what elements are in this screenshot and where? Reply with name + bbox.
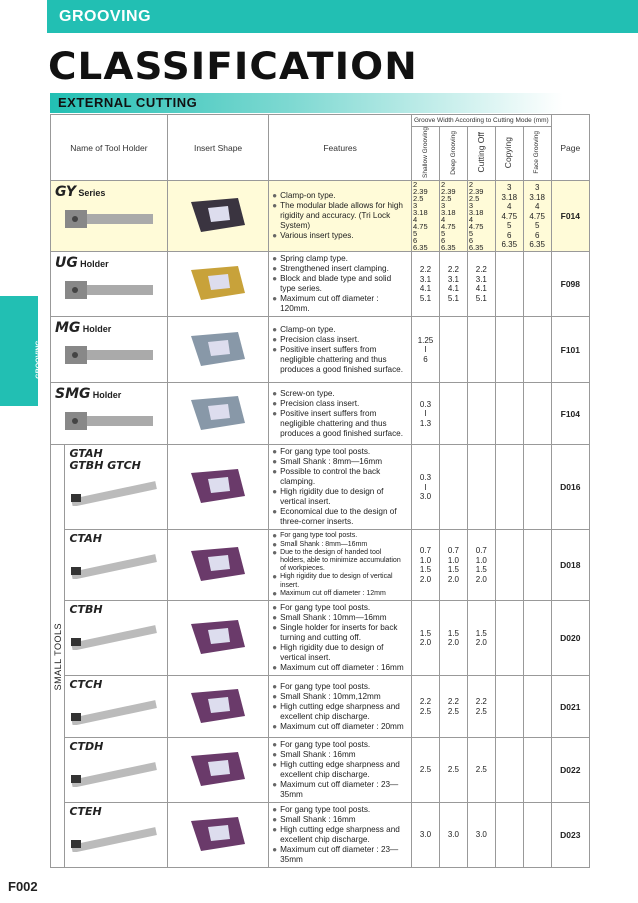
- groove-width-cell: [523, 317, 551, 383]
- groove-width-cell: [523, 530, 551, 601]
- insert-shape-cell: [167, 803, 268, 868]
- mode-face: Face Grooving: [533, 131, 541, 174]
- features-cell: [269, 317, 412, 383]
- groove-width-cell: 2.5: [439, 738, 467, 803]
- groove-width-cell: [523, 252, 551, 317]
- insert-image: [183, 539, 253, 589]
- groove-width-cell: [495, 601, 523, 676]
- groove-width-cell: 0.3 I 1.3: [412, 383, 440, 445]
- holder-model: MG: [55, 320, 81, 337]
- groove-width-cell: 2.2 2.5: [412, 676, 440, 738]
- feature-item: ● High cutting edge sharpness and excellent chip discharge.: [272, 702, 408, 722]
- feature-item: ● Maximum cut off diameter : 16mm: [272, 663, 408, 673]
- table-row: [51, 383, 590, 445]
- feature-item: ● High cutting edge sharpness and excellent chip discharge.: [272, 760, 408, 780]
- feature-item: ● Maximum cut off diameter : 20mm: [272, 722, 408, 732]
- feature-item: ● Maximum cut off diameter : 23—35mm: [272, 845, 408, 865]
- holder-name-cell: [51, 252, 168, 317]
- feature-item: ● For gang type tool posts.: [272, 532, 408, 540]
- groove-width-cell: [523, 383, 551, 445]
- feature-item: ● Maximum cut off diameter : 12mm: [272, 590, 408, 598]
- groove-width-cell: 1.5 2.0: [412, 601, 440, 676]
- holder-image: [65, 406, 155, 436]
- feature-item: ● Due to the design of handed tool holders, able to minimize accumulation of workpieces.: [272, 549, 408, 574]
- groove-width-cell: [439, 383, 467, 445]
- insert-shape-cell: [167, 445, 268, 530]
- groove-width-cell: [467, 445, 495, 530]
- groove-width-cell: [495, 738, 523, 803]
- feature-item: ● Clamp-on type.: [272, 325, 408, 335]
- table-row: [51, 803, 590, 868]
- insert-shape-cell: [167, 317, 268, 383]
- groove-width-cell: 2.2 3.1 4.1 5.1: [467, 252, 495, 317]
- page-ref[interactable]: F104: [551, 383, 589, 445]
- groove-width-cell: [495, 252, 523, 317]
- insert-shape-cell: [167, 383, 268, 445]
- holder-name-cell: [51, 317, 168, 383]
- groove-width-cell: [523, 445, 551, 530]
- feature-item: ● Screw-on type.: [272, 389, 408, 399]
- table-row: [51, 530, 590, 601]
- feature-item: ● Spring clamp type.: [272, 254, 408, 264]
- feature-item: ● Small Shank : 10mm—16mm: [272, 613, 408, 623]
- holder-name-cell: [65, 676, 167, 738]
- insert-shape-cell: [167, 181, 268, 252]
- features-cell: [269, 383, 412, 445]
- holder-image: [69, 822, 159, 852]
- holder-image: [65, 204, 155, 234]
- holder-model: GTAH GTBH GTCH: [69, 447, 141, 473]
- holder-model: CTEH: [69, 805, 102, 819]
- section-title: GROOVING: [59, 8, 152, 25]
- feature-item: ● Positive insert suffers from negligible chattering and thus produces a good finished surface.: [272, 345, 408, 375]
- table-row: [51, 317, 590, 383]
- groove-width-cell: 2 2.39 2.5 3 3.18 4 4.75 5 6 6.35: [439, 181, 467, 252]
- insert-image: [183, 809, 253, 859]
- table-row: [51, 601, 590, 676]
- feature-item: ● For gang type tool posts.: [272, 805, 408, 815]
- insert-image: [183, 681, 253, 731]
- holder-model: CTBH: [69, 603, 103, 617]
- features-cell: [269, 530, 412, 601]
- feature-item: ● For gang type tool posts.: [272, 447, 408, 457]
- groove-width-cell: [495, 676, 523, 738]
- page-ref[interactable]: D018: [551, 530, 589, 601]
- feature-item: ● For gang type tool posts.: [272, 740, 408, 750]
- insert-shape-cell: [167, 601, 268, 676]
- header-page: Page: [551, 115, 589, 181]
- groove-width-cell: [523, 676, 551, 738]
- feature-item: ● Precision class insert.: [272, 335, 408, 345]
- small-tools-cell: [51, 445, 65, 868]
- insert-image: [183, 461, 253, 511]
- mode-shallow: Shallow Grooving: [421, 127, 429, 178]
- features-cell: [269, 676, 412, 738]
- groove-width-cell: [467, 383, 495, 445]
- holder-model: UG: [55, 255, 78, 272]
- groove-width-cell: 1.5 2.0: [439, 601, 467, 676]
- groove-width-cell: 1.25 I 6: [412, 317, 440, 383]
- subsection-title: EXTERNAL CUTTING: [58, 95, 198, 110]
- holder-image: [69, 695, 159, 725]
- holder-model: CTCH: [69, 678, 103, 692]
- feature-item: ● Small Shank : 16mm: [272, 750, 408, 760]
- groove-width-cell: [495, 383, 523, 445]
- groove-width-cell: [439, 317, 467, 383]
- mode-copying: Copying: [503, 136, 514, 169]
- subsection-bar: [50, 93, 590, 113]
- features-cell: [269, 738, 412, 803]
- groove-width-cell: [439, 445, 467, 530]
- feature-item: ● Small Shank : 10mm,12mm: [272, 692, 408, 702]
- groove-width-cell: 1.5 2.0: [467, 601, 495, 676]
- header-groove-width: Groove Width According to Cutting Mode (mm): [412, 115, 552, 127]
- insert-image: [183, 190, 253, 240]
- groove-width-cell: 3.0: [412, 803, 440, 868]
- feature-item: ● Maximum cut off diameter : 120mm.: [272, 294, 408, 314]
- holder-image: [65, 275, 155, 305]
- page-ref[interactable]: D023: [551, 803, 589, 868]
- groove-width-cell: [523, 738, 551, 803]
- feature-item: ● Small Shank : 8mm—16mm: [272, 541, 408, 549]
- features-cell: [269, 601, 412, 676]
- insert-shape-cell: [167, 252, 268, 317]
- groove-width-cell: 2.2 3.1 4.1 5.1: [439, 252, 467, 317]
- feature-item: ● Precision class insert.: [272, 399, 408, 409]
- mode-deep: Deep Grooving: [449, 130, 457, 175]
- features-cell: [269, 445, 412, 530]
- groove-width-cell: 0.7 1.0 1.5 2.0: [467, 530, 495, 601]
- groove-width-cell: 2.5: [467, 738, 495, 803]
- holder-name-cell: [65, 738, 167, 803]
- insert-image: [183, 324, 253, 374]
- insert-image: [183, 744, 253, 794]
- side-tab[interactable]: [12, 296, 43, 406]
- holder-name-cell: [51, 181, 168, 252]
- classification-table: [50, 114, 590, 868]
- table-row: [51, 252, 590, 317]
- groove-width-cell: 3.0: [467, 803, 495, 868]
- features-cell: [269, 252, 412, 317]
- holder-name-cell: [65, 445, 167, 530]
- holder-name-cell: [51, 383, 168, 445]
- feature-item: ● For gang type tool posts.: [272, 682, 408, 692]
- feature-item: ● Block and blade type and solid type series.: [272, 274, 408, 294]
- groove-width-cell: 2 2.39 2.5 3 3.18 4 4.75 5 6 6.35: [412, 181, 440, 252]
- insert-image: [183, 388, 253, 438]
- groove-width-cell: 3.0: [439, 803, 467, 868]
- feature-item: ● Positive insert suffers from negligible chattering and thus produces a good finished surface.: [272, 409, 408, 439]
- features-cell: [269, 803, 412, 868]
- feature-item: ● Maximum cut off diameter : 23—35mm: [272, 780, 408, 800]
- mode-cutoff: Cutting Off: [475, 132, 486, 173]
- header-name: Name of Tool Holder: [51, 115, 168, 181]
- insert-shape-cell: [167, 530, 268, 601]
- feature-item: ● High cutting edge sharpness and excellent chip discharge.: [272, 825, 408, 845]
- feature-item: ● High rigidity due to design of vertical insert.: [272, 487, 408, 507]
- groove-width-cell: 2.2 3.1 4.1 5.1: [412, 252, 440, 317]
- holder-name-cell: [65, 803, 167, 868]
- feature-item: ● Single holder for inserts for back turning and cutting off.: [272, 623, 408, 643]
- feature-item: ● Various insert types.: [272, 231, 408, 241]
- insert-shape-cell: [167, 738, 268, 803]
- insert-image: [183, 258, 253, 308]
- page-number: F002: [8, 879, 38, 894]
- feature-item: ● Small Shank : 16mm: [272, 815, 408, 825]
- holder-model: CTDH: [69, 740, 104, 754]
- holder-image: [69, 476, 159, 506]
- holder-suffix: Holder: [92, 390, 122, 401]
- groove-width-cell: 2.2 2.5: [439, 676, 467, 738]
- table-row: [51, 676, 590, 738]
- feature-item: ● High rigidity due to design of vertical insert.: [272, 573, 408, 589]
- side-tab-label: GROOVING: [35, 340, 43, 379]
- holder-model: GY: [55, 184, 77, 201]
- holder-suffix: Holder: [80, 259, 109, 270]
- holder-suffix: Series: [78, 188, 106, 199]
- holder-image: [69, 620, 159, 650]
- page-ref[interactable]: F098: [551, 252, 589, 317]
- feature-item: ● Clamp-on type.: [272, 191, 408, 201]
- feature-item: ● High rigidity due to design of vertical insert.: [272, 643, 408, 663]
- section-header-bar: [47, 0, 638, 33]
- holder-image: [69, 549, 159, 579]
- holder-model: SMG: [55, 386, 91, 403]
- groove-width-cell: [523, 803, 551, 868]
- table-row: [51, 445, 590, 530]
- page-title: CLASSIFICATION: [48, 45, 418, 88]
- feature-item: ● Possible to control the back clamping.: [272, 467, 408, 487]
- groove-width-cell: 0.7 1.0 1.5 2.0: [439, 530, 467, 601]
- holder-model: CTAH: [69, 532, 102, 546]
- groove-width-cell: 3 3.18 4 4.75 5 6 6.35: [523, 181, 551, 252]
- holder-name-cell: [65, 601, 167, 676]
- page-ref[interactable]: F014: [551, 181, 589, 252]
- page-ref[interactable]: D020: [551, 601, 589, 676]
- holder-name-cell: [65, 530, 167, 601]
- holder-image: [69, 757, 159, 787]
- groove-width-cell: 2 2.39 2.5 3 3.18 4 4.75 5 6 6.35: [467, 181, 495, 252]
- groove-width-cell: 3 3.18 4 4.75 5 6 6.35: [495, 181, 523, 252]
- feature-item: ● Small Shank : 8mm—16mm: [272, 457, 408, 467]
- header-features: Features: [269, 115, 412, 181]
- small-tools-label: SMALL TOOLS: [52, 622, 63, 690]
- feature-item: ● The modular blade allows for high rigidity and accuracy. (Tri Lock System): [272, 201, 408, 231]
- page-ref[interactable]: D016: [551, 445, 589, 530]
- groove-width-cell: [467, 317, 495, 383]
- groove-width-cell: [495, 445, 523, 530]
- table-row: [51, 738, 590, 803]
- page-ref[interactable]: D021: [551, 676, 589, 738]
- groove-width-cell: [523, 601, 551, 676]
- feature-item: ● Strengthened insert clamping.: [272, 264, 408, 274]
- groove-width-cell: [495, 317, 523, 383]
- groove-width-cell: [495, 803, 523, 868]
- table-row: [51, 181, 590, 252]
- groove-width-cell: [495, 530, 523, 601]
- insert-shape-cell: [167, 676, 268, 738]
- page-ref[interactable]: D022: [551, 738, 589, 803]
- holder-suffix: Holder: [82, 324, 112, 335]
- page-ref[interactable]: F101: [551, 317, 589, 383]
- groove-width-cell: 0.3 I 3.0: [412, 445, 440, 530]
- features-cell: [269, 181, 412, 252]
- feature-item: ● Economical due to the design of three-corner inserts.: [272, 507, 408, 527]
- feature-item: ● For gang type tool posts.: [272, 603, 408, 613]
- groove-width-cell: 2.2 2.5: [467, 676, 495, 738]
- holder-image: [65, 340, 155, 370]
- insert-image: [183, 612, 253, 662]
- groove-width-cell: 2.5: [412, 738, 440, 803]
- groove-width-cell: 0.7 1.0 1.5 2.0: [412, 530, 440, 601]
- header-shape: Insert Shape: [167, 115, 268, 181]
